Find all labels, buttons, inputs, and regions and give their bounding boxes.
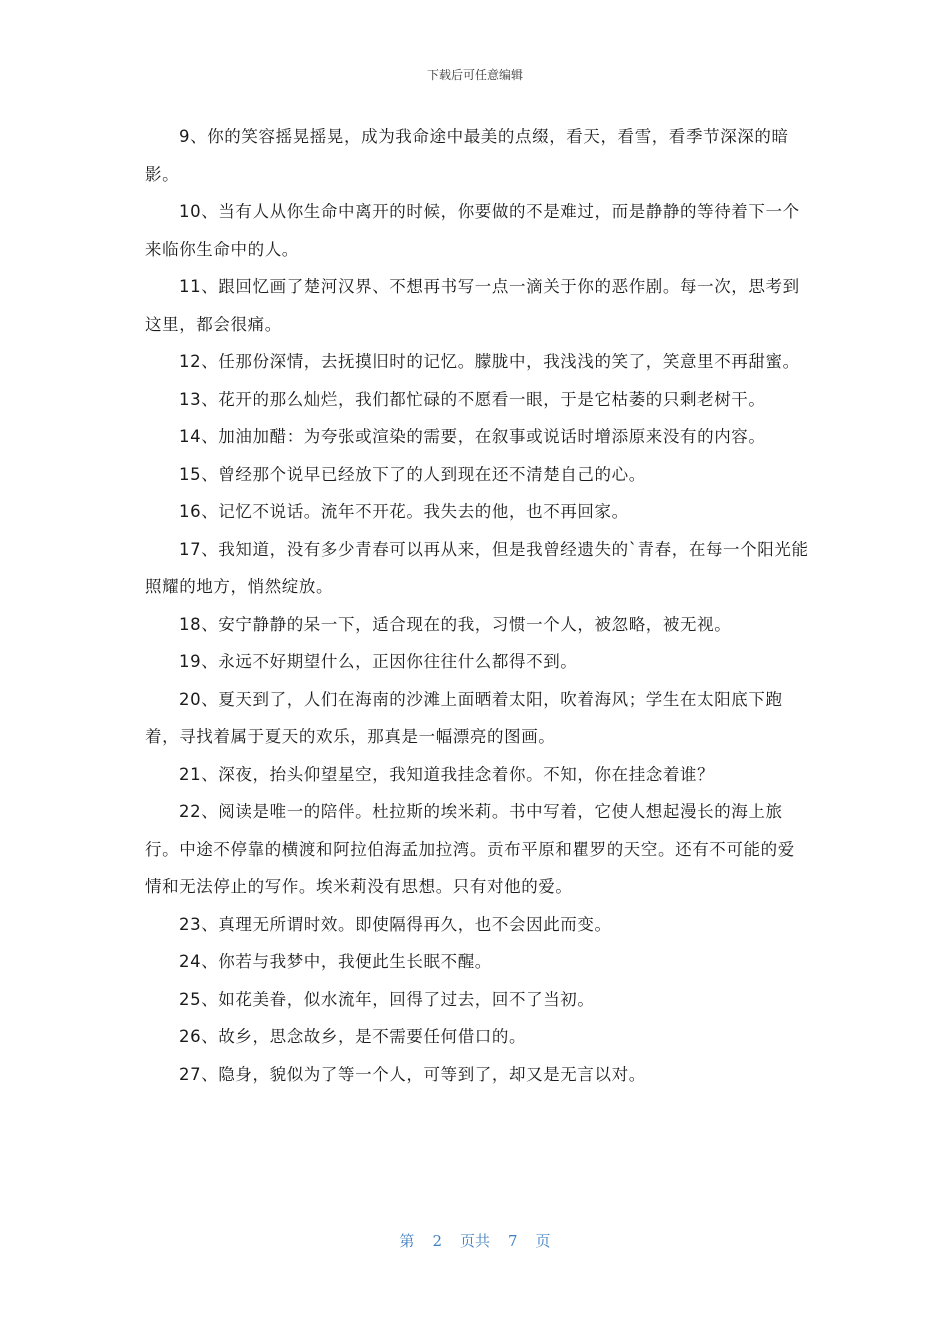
paragraph-24: 24、你若与我梦中，我便此生长眠不醒。: [179, 952, 492, 971]
paragraph-18: 18、安宁静静的呆一下，适合现在的我，习惯一个人，被忽略，被无视。: [179, 614, 732, 634]
paragraph-22: 22、阅读是唯一的陪伴。杜拉斯的埃米莉。书中写着，它使人想起漫长的海上旅行。中途不停靠的横渡和阿拉伯海孟加拉湾。贡布平原和瞿罗的天空。还有不可能的爱情和无法停止的写作。埃米莉没有思想。只有对他的爱。: [145, 802, 795, 896]
paragraph-27: 27、隐身，貌似为了等一个人，可等到了，却又是无言以对。: [179, 1064, 646, 1084]
paragraph-23: 23、真理无所谓时效。即使隔得再久，也不会因此而变。: [179, 914, 612, 934]
paragraph-26: 26、故乡，思念故乡，是不需要任何借口的。: [179, 1027, 527, 1046]
paragraph-16: 16、记忆不说话。流年不开花。我失去的他，也不再回家。: [179, 502, 629, 521]
footer-ye-gong: 页共: [459, 1232, 490, 1250]
paragraph-17: 17、我知道，没有多少青春可以再从来，但是我曾经遗失的`青春，在每一个阳光能照耀的地方，悄然绽放。: [145, 539, 809, 596]
footer-ye: 页: [535, 1232, 551, 1250]
paragraph-15: 15、曾经那个说早已经放下了的人到现在还不清楚自己的心。: [179, 464, 646, 484]
footer-current-page: 2: [432, 1232, 442, 1250]
footer-total-pages: 7: [508, 1232, 518, 1250]
paragraph-13: 13、花开的那么灿烂，我们都忙碌的不愿看一眼，于是它枯萎的只剩老树干。: [179, 389, 766, 409]
paragraph-21: 21、深夜，抬头仰望星空，我知道我挂念着你。不知，你在挂念着谁？: [179, 764, 715, 784]
paragraph-10: 10、当有人从你生命中离开的时候，你要做的不是难过，而是静静的等待着下一个来临你生命中的人。: [145, 202, 800, 259]
footer-di: 第: [399, 1232, 415, 1250]
paragraph-19: 19、永远不好期望什么，正因你往往什么都得不到。: [179, 652, 578, 671]
paragraph-11: 11、跟回忆画了楚河汉界、不想再书写一点一滴关于你的恶作剧。每一次，思考到这里，都会很痛。: [145, 277, 800, 334]
document-body: [145, 118, 810, 1093]
page-header: 下载后可任意编辑: [426, 68, 523, 82]
paragraph-25: 25、如花美眷，似水流年，回得了过去，回不了当初。: [179, 989, 595, 1009]
paragraph-9: 9、你的笑容摇晃摇晃，成为我命途中最美的点缀，看天，看雪，看季节深深的暗影。: [145, 127, 789, 184]
paragraph-20: 20、夏天到了，人们在海南的沙滩上面晒着太阳，吹着海风；学生在太阳底下跑着，寻找着属于夏天的欢乐，那真是一幅漂亮的图画。: [145, 689, 783, 746]
paragraph-14: 14、加油加醋：为夸张或渲染的需要，在叙事或说话时增添原来没有的内容。: [179, 427, 766, 446]
page-footer: [0, 1230, 950, 1251]
paragraph-12: 12、任那份深情，去抚摸旧时的记忆。朦胧中，我浅浅的笑了，笑意里不再甜蜜。: [179, 352, 800, 371]
